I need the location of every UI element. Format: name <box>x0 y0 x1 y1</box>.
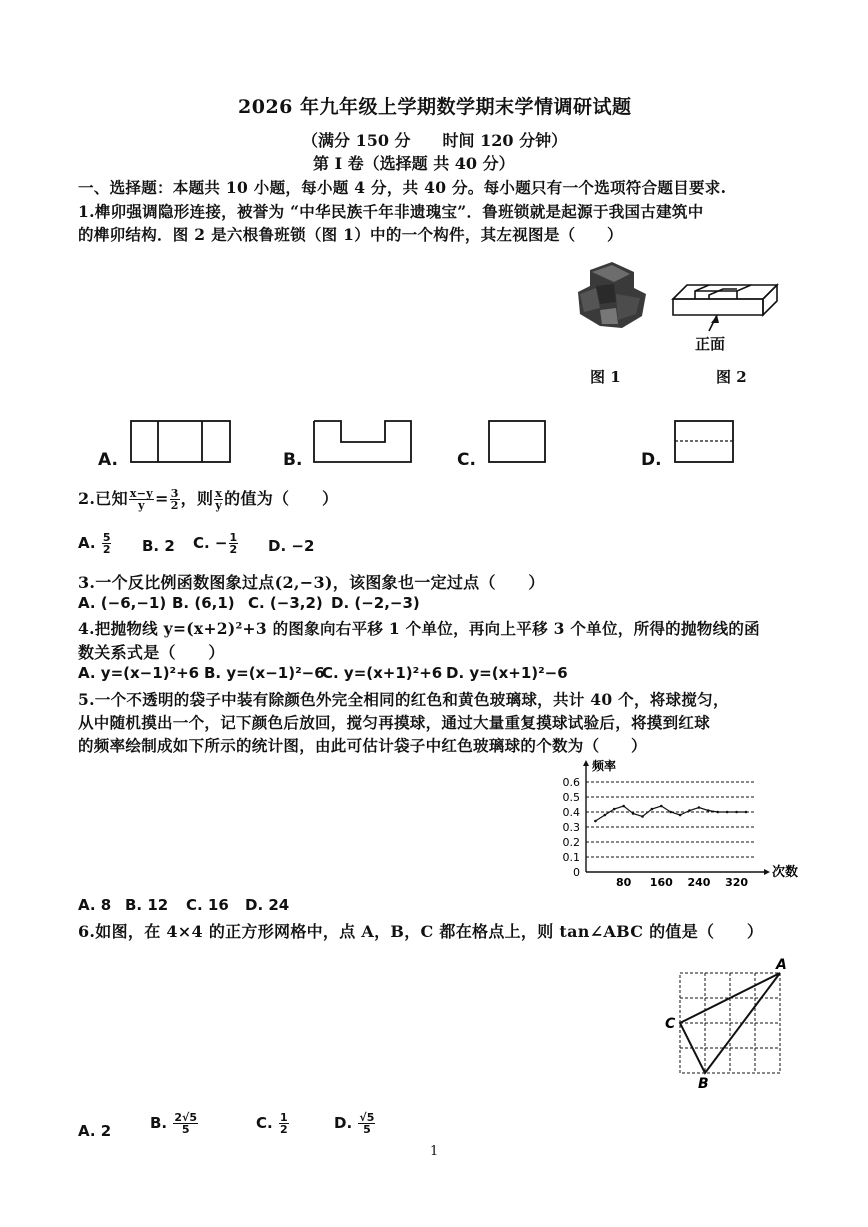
point-c-label: C <box>665 1016 676 1032</box>
data-point <box>716 811 719 814</box>
x-tick-label: 240 <box>687 876 711 888</box>
exam-title: 2026 年九年级上学期数学期末学情调研试题 <box>238 96 632 118</box>
q1-stem-line1: 1.榫卯强调隐形连接，被誉为 “中华民族千年非遗瑰宝”．鲁班锁就是起源于我国古建筑中 <box>78 202 704 221</box>
data-point <box>698 806 701 809</box>
q2-option-a[interactable]: A. $\frac{5}{2}$ <box>78 531 111 556</box>
data-point <box>688 809 691 812</box>
figure2-label: 图 2 <box>716 368 747 386</box>
point-b-label: B <box>698 1076 709 1092</box>
chart-yticks <box>563 776 581 879</box>
q4-stem-line2: 数关系式是（ ） <box>78 643 225 662</box>
series-line <box>595 806 746 821</box>
chart-xlabel: 次数 <box>772 865 798 880</box>
q2-option-d[interactable]: D. −2 <box>268 537 315 555</box>
chart-xticks <box>616 876 748 888</box>
x-axis-arrow <box>764 869 770 875</box>
q6-option-d[interactable]: D. $\frac{√5}{5}$ <box>334 1111 375 1136</box>
x-tick-label: 320 <box>725 876 749 888</box>
figure1-label: 图 1 <box>590 368 621 386</box>
q2-stem: 2.已知 $\frac{x-y}{y}$ = $\frac{3}{2}$ ，则 $\frac{x}{y}$ 的值为（ ） <box>78 487 339 512</box>
y-tick-label: 0.4 <box>562 806 580 819</box>
q2-option-c[interactable]: C. − $\frac{1}{2}$ <box>193 531 238 556</box>
q2-fraction-given: $\frac{x-y}{y}$ <box>129 487 153 512</box>
page-number: 1 <box>430 1144 439 1159</box>
q1-option-d-label[interactable]: D. <box>641 450 662 470</box>
data-point <box>594 820 597 823</box>
data-point <box>604 814 607 817</box>
part-heading: 第 Ⅰ 卷（选择题 共 40 分） <box>313 154 515 173</box>
q5-option-b[interactable]: B. 12 <box>125 896 169 914</box>
q1-option-a-view <box>130 420 232 464</box>
q1-option-a-label[interactable]: A. <box>98 450 118 470</box>
q5-stem-line1: 5.一个不透明的袋子中装有除颜色外完全相同的红色和黄色玻璃球，共计 40 个，将球搅匀， <box>78 690 729 709</box>
q5-option-d[interactable]: D. 24 <box>245 896 290 914</box>
q1-stem-line2: 的榫卯结构．图 2 是六根鲁班锁（图 1）中的一个构件，其左视图是（ ） <box>78 225 623 244</box>
x-tick-label: 160 <box>649 876 673 888</box>
data-point <box>660 805 663 808</box>
q5-stem-line3: 的频率绘制成如下所示的统计图，由此可估计袋子中红色玻璃球的个数为（ ） <box>78 736 647 755</box>
q1-option-c-view <box>488 420 548 464</box>
data-point <box>726 811 729 814</box>
q1-option-d-view <box>674 420 736 464</box>
q1-option-b-view <box>313 420 413 464</box>
q1-option-c-label[interactable]: C. <box>457 450 476 470</box>
y-tick-label: 0 <box>573 866 580 879</box>
data-point <box>745 811 748 814</box>
data-point <box>669 811 672 814</box>
data-point <box>641 815 644 818</box>
data-point <box>651 808 654 811</box>
data-point <box>707 809 710 812</box>
q6-option-c[interactable]: C. $\frac{1}{2}$ <box>256 1111 288 1136</box>
x-tick-label: 80 <box>615 876 632 888</box>
component-figure <box>665 277 790 352</box>
q6-option-b[interactable]: B. $\frac{2√5}{5}$ <box>150 1111 198 1136</box>
chart-ylabel: 频率 <box>592 759 617 773</box>
q4-option-d[interactable]: D. y=(x+1)²−6 <box>446 664 568 682</box>
q1-option-b-label[interactable]: B. <box>283 450 303 470</box>
section-heading: 一、选择题：本题共 10 小题，每小题 4 分，共 40 分。每小题只有一个选项符合题目要求. <box>78 178 727 197</box>
y-tick-label: 0.5 <box>562 791 580 804</box>
chart-axes <box>583 760 770 875</box>
q6-option-a[interactable]: A. 2 <box>78 1122 112 1140</box>
q3-option-d[interactable]: D. (−2,−3) <box>331 594 420 612</box>
y-axis-arrow <box>583 760 589 766</box>
y-tick-label: 0.1 <box>562 851 580 864</box>
q3-stem: 3.一个反比例函数图象过点(2,−3)，该图象也一定过点（ ） <box>78 573 545 592</box>
q4-option-b[interactable]: B. y=(x−1)²−6 <box>204 664 325 682</box>
data-point <box>632 812 635 815</box>
q4-option-c[interactable]: C. y=(x+1)²+6 <box>322 664 443 682</box>
chart-grid <box>586 782 756 857</box>
q2-option-b[interactable]: B. 2 <box>142 537 175 555</box>
q5-option-a[interactable]: A. 8 <box>78 896 112 914</box>
exam-meta: （满分 150 分 时间 120 分钟） <box>302 131 568 150</box>
grid-triangle-figure <box>660 955 795 1095</box>
data-point <box>735 811 738 814</box>
q4-stem-line1: 4.把抛物线 y=(x+2)²+3 的图象向右平移 1 个单位，再向上平移 3 个单位，所得的抛物线的函 <box>78 619 760 638</box>
y-tick-label: 0.3 <box>562 821 580 834</box>
luban-lock-figure <box>570 258 652 338</box>
data-point <box>679 814 682 817</box>
q3-option-b[interactable]: B. (6,1) <box>172 594 235 612</box>
q5-stem-line2: 从中随机摸出一个，记下颜色后放回，搅匀再摸球，通过大量重复摸球试验后，将摸到红球 <box>78 713 711 732</box>
point-a-label: A <box>776 957 787 973</box>
frequency-chart <box>548 758 798 888</box>
data-point <box>613 808 616 811</box>
q5-option-c[interactable]: C. 16 <box>186 896 229 914</box>
front-label: 正面 <box>695 335 726 353</box>
q6-stem: 6.如图，在 4×4 的正方形网格中，点 A，B，C 都在格点上，则 tan∠ABC 的值是（ ） <box>78 922 764 941</box>
data-point <box>622 805 625 808</box>
y-tick-label: 0.6 <box>562 776 580 789</box>
y-tick-label: 0.2 <box>562 836 580 849</box>
q3-option-c[interactable]: C. (−3,2) <box>248 594 323 612</box>
chart-series <box>594 805 747 823</box>
q3-option-a[interactable]: A. (−6,−1) <box>78 594 167 612</box>
q4-option-a[interactable]: A. y=(x−1)²+6 <box>78 664 200 682</box>
